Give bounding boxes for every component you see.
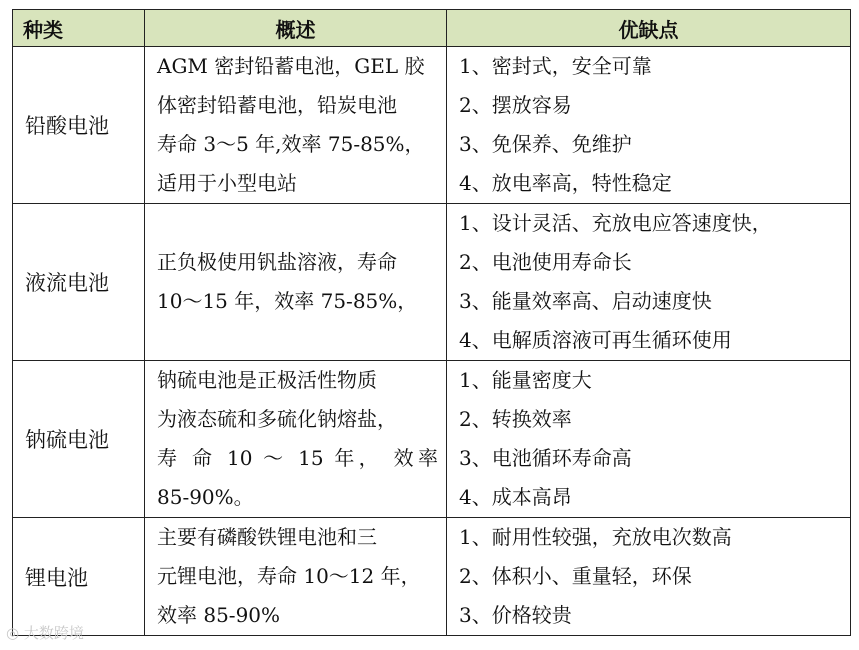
header-pros-cons: 优缺点 xyxy=(447,10,851,47)
header-kind: 种类 xyxy=(13,10,145,47)
overview-cell xyxy=(145,204,447,361)
overview-line: 10～15 年，效率 75-85%， xyxy=(157,289,418,313)
watermark-logo xyxy=(6,622,84,643)
pros-cons-cell xyxy=(447,518,851,636)
pros-cons-line: 3、能量效率高、启动速度快 xyxy=(459,289,712,313)
pros-cons-line: 4、成本高昂 xyxy=(459,485,572,509)
overview-cell xyxy=(145,47,447,204)
pros-cons-line: 2、电池使用寿命长 xyxy=(459,250,632,274)
kind-cell: 钠硫电池 xyxy=(13,361,145,518)
pros-cons-line: 3、价格较贵 xyxy=(459,603,572,627)
overview-line: 寿命 3～5 年,效率 75-85%， xyxy=(157,132,425,156)
pros-cons-line: 2、体积小、重量轻，环保 xyxy=(459,564,692,588)
table-row xyxy=(13,361,851,518)
battery-comparison-table xyxy=(12,9,851,636)
table-row xyxy=(13,204,851,361)
header-row xyxy=(13,10,851,47)
pros-cons-cell xyxy=(447,204,851,361)
overview-line: 元锂电池，寿命 10～12 年， xyxy=(157,564,421,588)
overview-cell xyxy=(145,518,447,636)
pros-cons-cell xyxy=(447,47,851,204)
pros-cons-line: 4、电解质溶液可再生循环使用 xyxy=(459,328,732,352)
pros-cons-line: 1、设计灵活、充放电应答速度快， xyxy=(459,211,772,235)
overview-line: AGM 密封铅蓄电池，GEL 胶 xyxy=(157,54,425,78)
overview-line: 85-90%。 xyxy=(157,485,254,509)
header-overview: 概述 xyxy=(145,10,447,47)
overview-line: 效率 85-90% xyxy=(157,603,281,627)
kind-cell: 锂电池 xyxy=(13,518,145,636)
pros-cons-cell xyxy=(447,361,851,518)
overview-line: 体密封铅蓄电池，铅炭电池 xyxy=(157,93,397,117)
kind-cell: 铅酸电池 xyxy=(13,47,145,204)
pros-cons-line: 3、免保养、免维护 xyxy=(459,132,632,156)
overview-line: 正负极使用钒盐溶液，寿命 xyxy=(157,250,397,274)
pros-cons-line: 3、电池循环寿命高 xyxy=(459,446,632,470)
pros-cons-line: 2、转换效率 xyxy=(459,407,572,431)
overview-line: 为液态硫和多硫化钠熔盐， xyxy=(157,407,397,431)
pros-cons-line: 1、能量密度大 xyxy=(459,368,592,392)
overview-line: 钠硫电池是正极活性物质 xyxy=(157,368,377,392)
pros-cons-line: 1、耐用性较强，充放电次数高 xyxy=(459,525,732,549)
pros-cons-line: 2、摆放容易 xyxy=(459,93,572,117)
overview-line: 主要有磷酸铁锂电池和三 xyxy=(157,525,377,549)
watermark-icon: ◎ xyxy=(6,624,24,642)
overview-line: 寿 命 10 ～ 15 年， 效率 xyxy=(157,446,438,470)
overview-line: 适用于小型电站 xyxy=(157,171,297,195)
watermark-text: 大数跨境 xyxy=(23,624,84,642)
kind-cell: 液流电池 xyxy=(13,204,145,361)
overview-cell xyxy=(145,361,447,518)
pros-cons-line: 1、密封式，安全可靠 xyxy=(459,54,652,78)
table-row xyxy=(13,47,851,204)
pros-cons-line: 4、放电率高，特性稳定 xyxy=(459,171,672,195)
table-row xyxy=(13,518,851,636)
